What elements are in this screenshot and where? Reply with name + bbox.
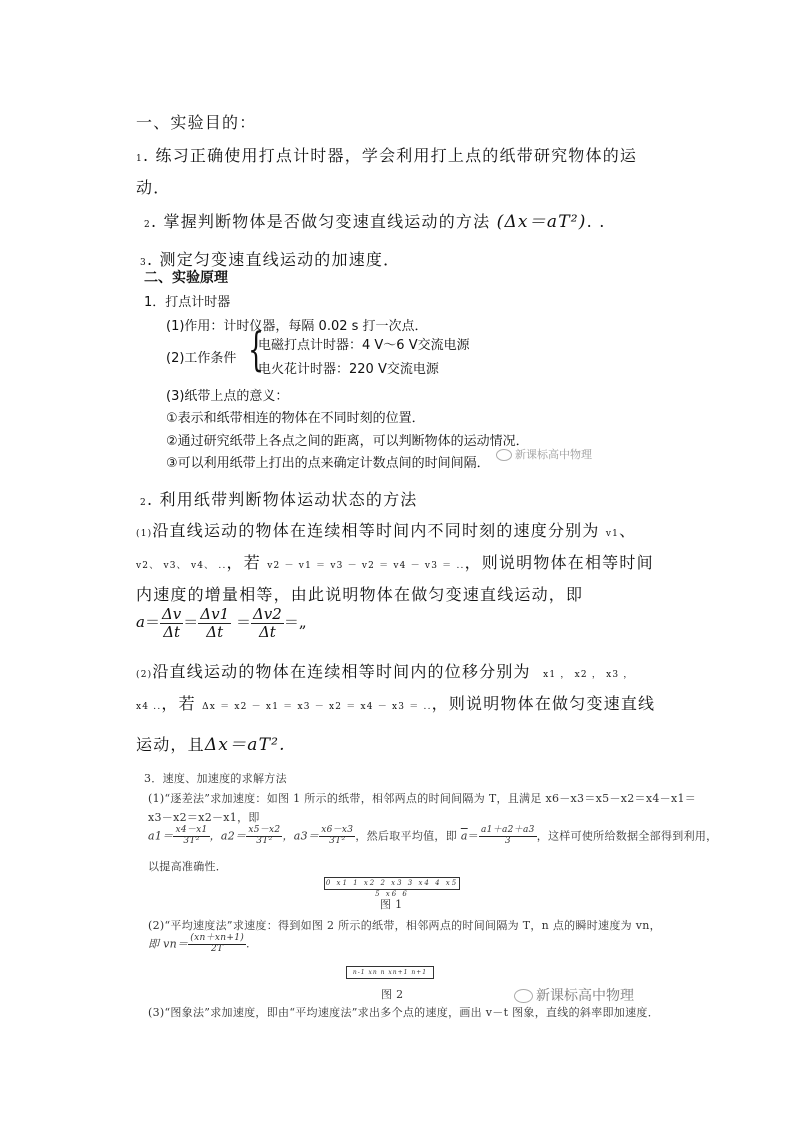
watermark — [514, 985, 634, 1005]
purpose-item-1-cont: 动． — [136, 178, 171, 197]
text-mid: ，然后取平均值，即 — [355, 829, 458, 843]
a2-label: ，a2＝ — [209, 829, 247, 843]
fraction-2 — [198, 606, 231, 640]
scan-heading: 3．速度、加速度的求解方法 — [144, 772, 287, 785]
watermark-text: 新课标高中物理 — [536, 988, 634, 1004]
fraction-vn — [188, 934, 246, 955]
purpose-item-1 — [136, 143, 637, 166]
text-end: ，则说明物体在相等时间 — [464, 553, 654, 572]
timer-function: (1)作用：计时仪器，每隔 0.02 s 打一次点． — [166, 319, 428, 334]
item-number: 1 — [136, 154, 143, 164]
denominator: 2T — [210, 943, 224, 954]
numerator: x4－x1 — [175, 825, 208, 835]
item-text: . 测定匀变速直线运动的加速度． — [146, 250, 401, 269]
condition-spark: 电火花计时器：220 V交流电源 — [258, 362, 439, 377]
scan-method1-formulas — [148, 826, 718, 847]
denominator: 3T² — [329, 835, 346, 846]
item-number: (1) — [136, 529, 153, 539]
eq: ＝ — [467, 829, 479, 843]
tape-figure-1: 0 x1 1 x2 2 x3 3 x4 4 x5 5 x6 6 — [325, 879, 459, 898]
numerator: Δv2 — [252, 605, 282, 623]
scan-method1-line2: x3－x2＝x2－x1，即 — [148, 811, 260, 824]
method-b-line3 — [136, 730, 286, 755]
vars: x1 ， x2 ， x3 ， — [543, 670, 634, 680]
brace-icon: { — [248, 322, 265, 376]
denominator: 3T² — [256, 835, 273, 846]
item-text: . 练习正确使用打点计时器，学会利用打上点的纸带研究物体的运 — [142, 146, 638, 165]
fraction-1 — [160, 606, 183, 640]
separator: 、 — [619, 521, 637, 540]
a3-label: ，a3＝ — [282, 829, 320, 843]
text: 运动，且 — [136, 735, 205, 754]
fraction-3 — [251, 606, 284, 640]
numerator: Δv1 — [200, 605, 230, 623]
timer-conditions-label: (2)工作条件 — [166, 351, 237, 366]
numerator: a1＋a2＋a3 — [481, 825, 535, 835]
text-end: . — [246, 937, 250, 951]
a1-label: a1＝ — [148, 829, 174, 843]
eq-end: ＝„ — [283, 613, 307, 631]
chat-bubble-icon — [514, 989, 533, 1003]
method-a-line1 — [136, 518, 636, 541]
scan-method1-line4: 以提高准确性． — [148, 860, 228, 873]
denominator: 3 — [504, 835, 511, 846]
scan-method2-line1: (2)“平均速度法”求速度：得到如图 2 所示的纸带，相邻两点的时间间隔为 T，n 点的瞬时速度为 vn， — [148, 919, 661, 932]
denominator: Δt — [258, 622, 276, 641]
section-heading-purpose: 一、实验目的： — [136, 113, 257, 132]
denominator: Δt — [206, 622, 224, 641]
text-if: ，若 — [226, 553, 261, 572]
numerator: (xn＋xn+1) — [190, 933, 245, 943]
watermark-text: 新课标高中物理 — [515, 448, 592, 461]
tape-figure-2: n-1 xn n xn+1 n+1 — [346, 966, 434, 979]
tape-meaning-1: ①表示和纸带相连的物体在不同时刻的位置． — [166, 411, 425, 426]
equation: Δx ＝ x2 － x1 ＝ x3 － x2 ＝ x4 － x3 ＝ .. — [202, 702, 432, 712]
item-number: 3 — [140, 258, 147, 268]
denominator: 3T² — [183, 835, 200, 846]
item-number: (2) — [136, 670, 153, 680]
denominator: Δt — [163, 622, 181, 641]
purpose-item-2 — [144, 207, 606, 232]
vn-label: 即 vn＝ — [148, 937, 189, 951]
scan-method3: (3)“图象法”求加速度，即由“平均速度法”求出多个点的速度，画出 v－t 图象，直线的斜率即加速度． — [148, 1006, 659, 1019]
fraction-a1 — [173, 826, 209, 847]
fraction-a3 — [319, 826, 355, 847]
tape-meaning: (3)纸带上点的意义： — [166, 389, 289, 404]
vars: x4 .. — [136, 702, 162, 712]
formula: Δx＝aT². — [204, 735, 286, 755]
condition-electromagnetic: 电磁打点计时器：4 V～6 V交流电源 — [258, 338, 470, 353]
method-b-text: 沿直线运动的物体在连续相等时间内的位移分别为 — [152, 662, 531, 681]
numerator: x6－x3 — [321, 825, 354, 835]
scan-method2-line2 — [148, 934, 250, 955]
formula: (Δx＝aT²) — [496, 212, 587, 232]
tape-meaning-3: ③可以利用纸带上打出的点来确定计数点间的时间间隔． — [166, 456, 490, 471]
var-a: a — [136, 613, 145, 631]
item-text: . 掌握判断物体是否做匀变速直线运动的方法 — [150, 212, 491, 231]
item-text: . 利用纸带判断物体运动状态的方法 — [146, 490, 418, 509]
item-end: . . — [586, 212, 606, 231]
figure-1-caption: 图 1 — [380, 898, 403, 911]
watermark — [496, 446, 592, 462]
principle-timer: 1．打点计时器 — [144, 295, 231, 310]
section-heading-principle: 二、实验原理 — [144, 270, 228, 286]
text-end: ，则说明物体在做匀变速直线 — [431, 694, 656, 713]
text-if: ，若 — [161, 694, 196, 713]
a-bar: $\overline{a}$ — [460, 829, 468, 843]
var-v1: v1 — [605, 529, 620, 539]
tape-meaning-2: ②通过研究纸带上各点之间的距离，可以判断物体的运动情况． — [166, 434, 529, 449]
method-b-line1 — [136, 659, 634, 682]
fraction-a2 — [246, 826, 282, 847]
vars: v2、 v3、 v4、 .. — [136, 561, 227, 571]
method-a-line2 — [136, 550, 654, 573]
item-number: 2 — [140, 498, 147, 508]
scan-method1-line1: (1)“逐差法”求加速度：如图 1 所示的纸带，相邻两点的时间间隔为 T，且满足 x6－x3＝x5－x2＝x4－x1＝ — [148, 792, 697, 805]
method-b-line2 — [136, 691, 655, 714]
numerator: Δv — [161, 605, 182, 623]
equation: v2 － v1 ＝ v3 － v2 ＝ v4 － v3 ＝ .. — [267, 561, 465, 571]
eq: ＝ — [235, 613, 251, 631]
chat-bubble-icon — [496, 449, 512, 461]
text-end: ，这样可使所给数据全部得到利用， — [536, 829, 718, 843]
formula-a — [136, 606, 307, 640]
fraction-avg — [479, 826, 537, 847]
method-a-text: 沿直线运动的物体在连续相等时间内不同时刻的速度分别为 — [152, 521, 600, 540]
principle-tape-method — [140, 487, 418, 510]
item-number: 2 — [144, 220, 151, 230]
numerator: x5－x2 — [248, 825, 281, 835]
figure-2-caption: 图 2 — [381, 988, 404, 1001]
eq: ＝ — [144, 613, 160, 631]
method-a-line3: 内速度的增量相等，由此说明物体在做匀变速直线运动，即 — [136, 585, 584, 604]
eq: ＝ — [183, 613, 199, 631]
